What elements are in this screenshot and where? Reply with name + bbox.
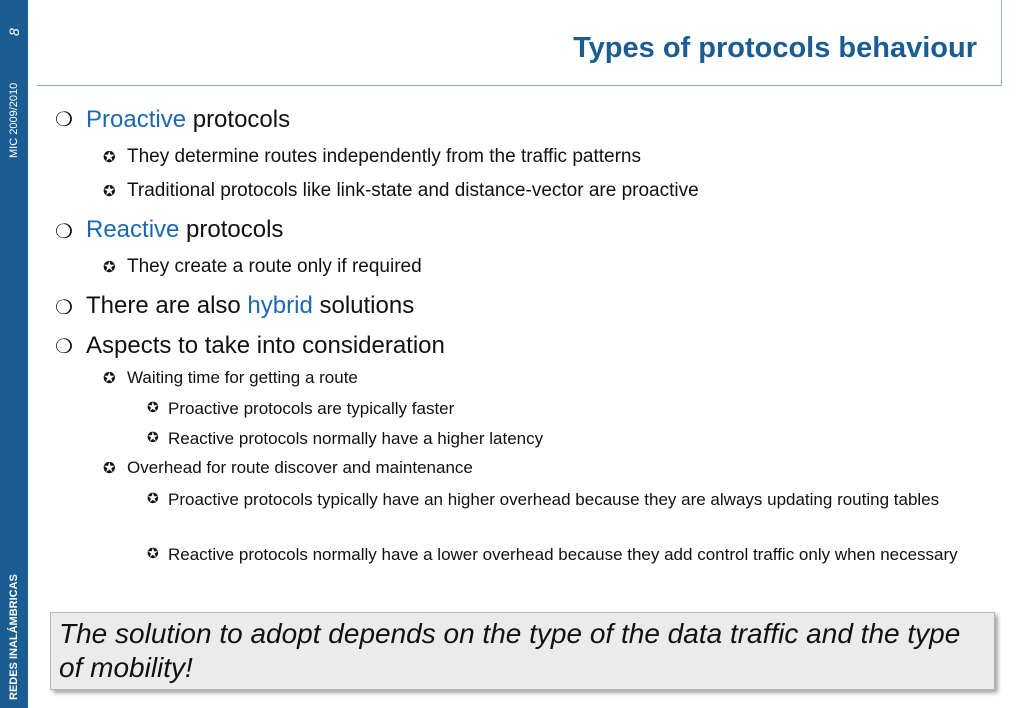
- filled-circle-bullet-icon: ✪: [147, 490, 159, 506]
- course-label: MIC 2009/2010: [8, 82, 20, 158]
- hybrid-keyword: hybrid: [247, 292, 313, 319]
- filled-circle-bullet-icon: ✪: [103, 149, 116, 166]
- slide-header: [37, 0, 1002, 86]
- waiting-item-1: Proactive protocols are typically faster: [168, 399, 455, 418]
- filled-circle-bullet-icon: ✪: [147, 429, 159, 445]
- bullet-reactive: [86, 216, 283, 244]
- filled-circle-bullet-icon: ✪: [103, 370, 116, 387]
- proactive-item-1: They determine routes independently from the traffic patterns: [127, 146, 641, 167]
- proactive-rest: protocols: [186, 106, 291, 133]
- overhead-item-1: Proactive protocols typically have an higher overhead because they are always updating routing tables: [168, 490, 940, 509]
- overhead-item-2: Reactive protocols normally have a lower overhead because they add control traffic only when necessary: [168, 545, 958, 564]
- subject-label: REDES INALÁMBRICAS: [8, 574, 20, 700]
- page-number: 8: [6, 28, 22, 36]
- reactive-rest: protocols: [179, 216, 284, 243]
- bullet-aspects: Aspects to take into consideration: [86, 332, 445, 359]
- bullet-proactive: [86, 106, 290, 134]
- aspect-waiting: Waiting time for getting a route: [127, 368, 358, 387]
- aspect-overhead: Overhead for route discover and maintenance: [127, 458, 473, 477]
- hollow-circle-bullet-icon: ❍: [55, 221, 73, 243]
- filled-circle-bullet-icon: ✪: [103, 259, 116, 276]
- proactive-item-2: Traditional protocols like link-state and distance-vector are proactive: [127, 180, 699, 201]
- filled-circle-bullet-icon: ✪: [103, 183, 116, 200]
- hollow-circle-bullet-icon: ❍: [55, 297, 73, 319]
- slide-title: Types of protocols behaviour: [573, 32, 977, 64]
- waiting-item-2: Reactive protocols normally have a higher latency: [168, 429, 544, 448]
- hollow-circle-bullet-icon: ❍: [55, 336, 73, 358]
- filled-circle-bullet-icon: ✪: [103, 460, 116, 477]
- conclusion-callout: [50, 612, 995, 690]
- sidebar-band: [0, 0, 28, 708]
- bullet-hybrid: [86, 292, 414, 320]
- reactive-keyword: Reactive: [86, 216, 180, 243]
- proactive-keyword: Proactive: [86, 106, 187, 133]
- hybrid-pre: There are also: [86, 292, 248, 319]
- reactive-item-1: They create a route only if required: [127, 256, 422, 277]
- callout-text: The solution to adopt depends on the type of the data traffic and the type of mobility!: [59, 618, 961, 683]
- hybrid-post: solutions: [312, 292, 415, 319]
- filled-circle-bullet-icon: ✪: [147, 545, 159, 561]
- hollow-circle-bullet-icon: ❍: [55, 109, 73, 131]
- filled-circle-bullet-icon: ✪: [147, 399, 159, 415]
